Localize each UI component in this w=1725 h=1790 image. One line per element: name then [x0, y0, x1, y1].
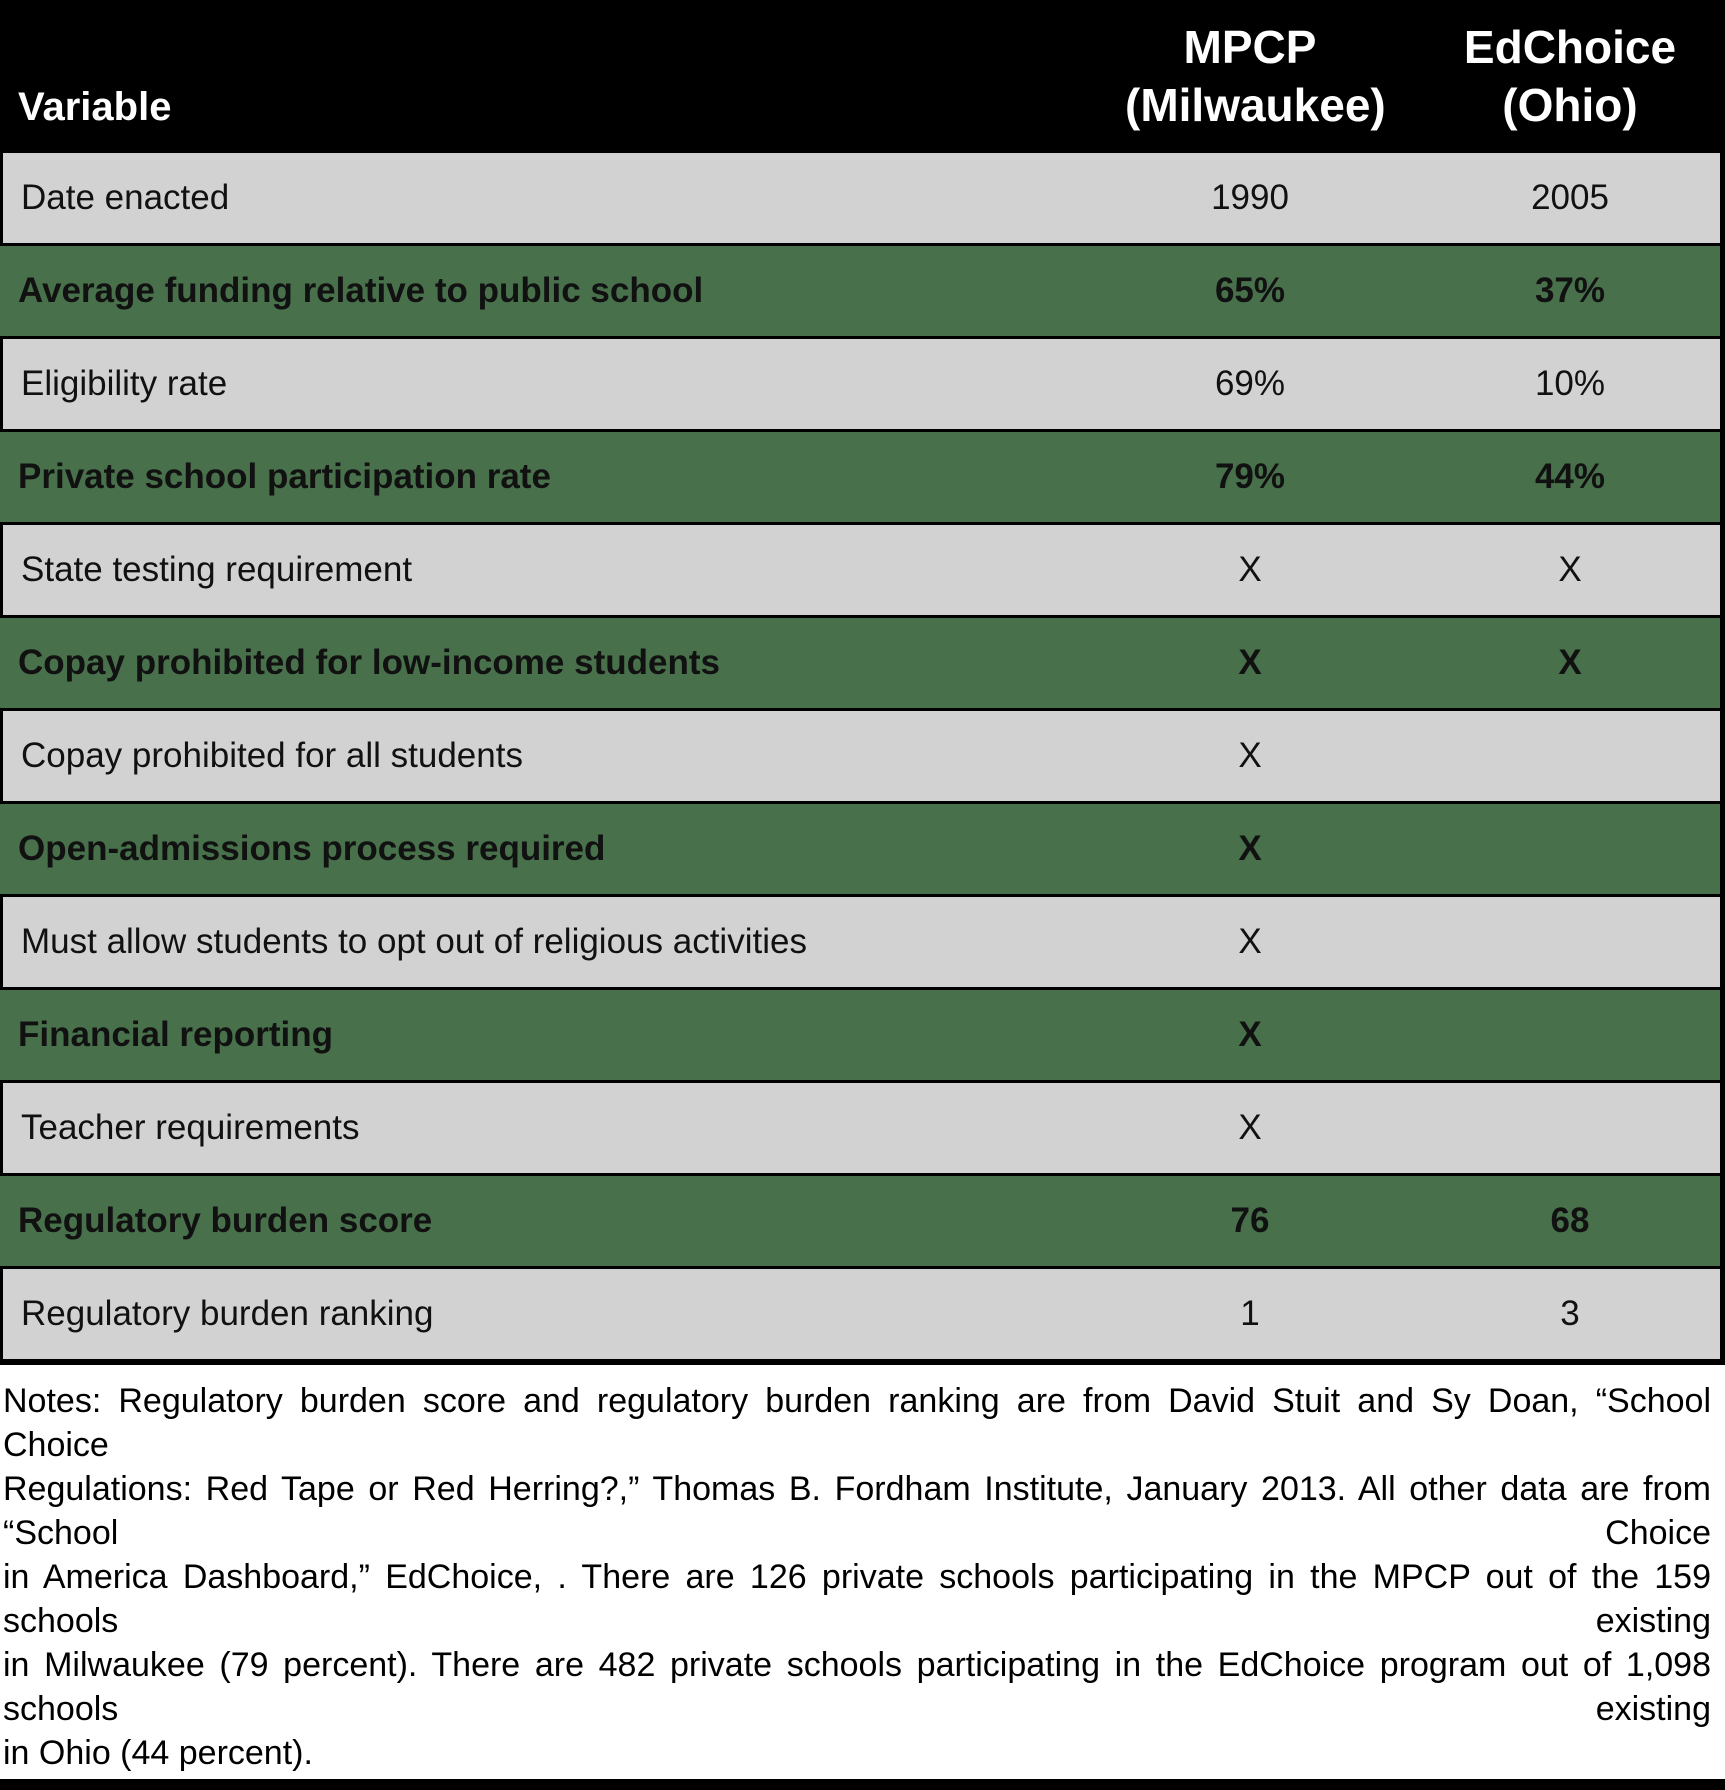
col-header-edchoice-line2: (Ohio)	[1502, 79, 1638, 131]
row-value-mpcp: 1	[1240, 1294, 1260, 1333]
table-row	[0, 432, 1720, 522]
notes-line: Regulations: Red Tape or Red Herring?,” Thomas B. Fordham Institute, January 2013. All other data are from “School Choice	[3, 1470, 1711, 1552]
table-row	[0, 804, 1720, 894]
notes-line: in Milwaukee (79 percent). There are 482 private schools participating in the EdChoice program out of 1,098 schools existing	[3, 1646, 1711, 1728]
row-label: Private school participation rate	[18, 457, 551, 496]
col-header-edchoice-line1: EdChoice	[1463, 21, 1677, 73]
row-label: Copay prohibited for all students	[21, 736, 523, 775]
row-label: Open-admissions process required	[18, 829, 606, 868]
row-value-edchoice: 44%	[1534, 457, 1606, 496]
row-label: Must allow students to opt out of religious activities	[21, 922, 807, 961]
col-header-variable: Variable	[18, 85, 172, 129]
row-label: Regulatory burden score	[18, 1201, 433, 1240]
row-value-edchoice: 37%	[1534, 271, 1606, 310]
row-value-mpcp: X	[1238, 1015, 1262, 1054]
col-header-mpcp-line1: MPCP	[1183, 21, 1317, 73]
row-label: Financial reporting	[18, 1015, 334, 1054]
table-row	[3, 339, 1720, 429]
bottom-black-bar	[0, 1779, 1725, 1790]
row-value-mpcp: 76	[1230, 1201, 1270, 1240]
row-value-mpcp: 69%	[1214, 364, 1286, 403]
notes-line: Notes: Regulatory burden score and regulatory burden ranking are from David Stuit and Sy Doan, “School Choice	[3, 1382, 1711, 1464]
notes-paragraph	[0, 1365, 1725, 1775]
table-row	[3, 1269, 1720, 1359]
row-value-mpcp: 79%	[1214, 457, 1286, 496]
row-label: Average funding relative to public school	[18, 271, 704, 310]
row-label: State testing requirement	[21, 550, 413, 589]
table-row	[0, 990, 1720, 1080]
row-value-edchoice: 68	[1550, 1201, 1590, 1240]
table-row	[0, 246, 1720, 336]
row-value-edchoice: 10%	[1534, 364, 1606, 403]
row-value-mpcp: X	[1238, 550, 1262, 589]
row-value-edchoice: 2005	[1531, 178, 1609, 217]
row-label: Date enacted	[21, 178, 230, 217]
row-value-mpcp: 1990	[1211, 178, 1289, 217]
table-row	[3, 711, 1720, 801]
row-value-mpcp: X	[1238, 922, 1262, 961]
notes-line: in Ohio (44 percent).	[3, 1734, 313, 1772]
row-label: Teacher requirements	[21, 1108, 360, 1147]
col-header-mpcp-line2: (Milwaukee)	[1125, 79, 1386, 131]
table-row	[3, 153, 1720, 243]
row-label: Eligibility rate	[21, 364, 228, 403]
table-row	[3, 525, 1720, 615]
row-value-edchoice: X	[1558, 550, 1582, 589]
col-header-edchoice	[1445, 18, 1695, 134]
row-label: Regulatory burden ranking	[21, 1294, 434, 1333]
notes-line: in America Dashboard,” EdChoice, . There are 126 private schools participating in the MPCP out of the 159 schools existing	[3, 1558, 1711, 1640]
row-value-edchoice: 3	[1560, 1294, 1580, 1333]
table-row	[0, 618, 1720, 708]
row-value-mpcp: 65%	[1214, 271, 1286, 310]
col-header-mpcp	[1125, 18, 1386, 134]
row-value-mpcp: X	[1238, 829, 1262, 868]
row-label: Copay prohibited for low-income students	[18, 643, 720, 682]
table-row	[3, 1083, 1720, 1173]
table-body	[0, 153, 1725, 1359]
row-value-mpcp: X	[1238, 643, 1262, 682]
row-value-mpcp: X	[1238, 736, 1262, 775]
table-header	[0, 0, 1720, 150]
table-row	[0, 1176, 1720, 1266]
row-value-edchoice: X	[1558, 643, 1582, 682]
table-row	[3, 897, 1720, 987]
row-value-mpcp: X	[1238, 1108, 1262, 1147]
